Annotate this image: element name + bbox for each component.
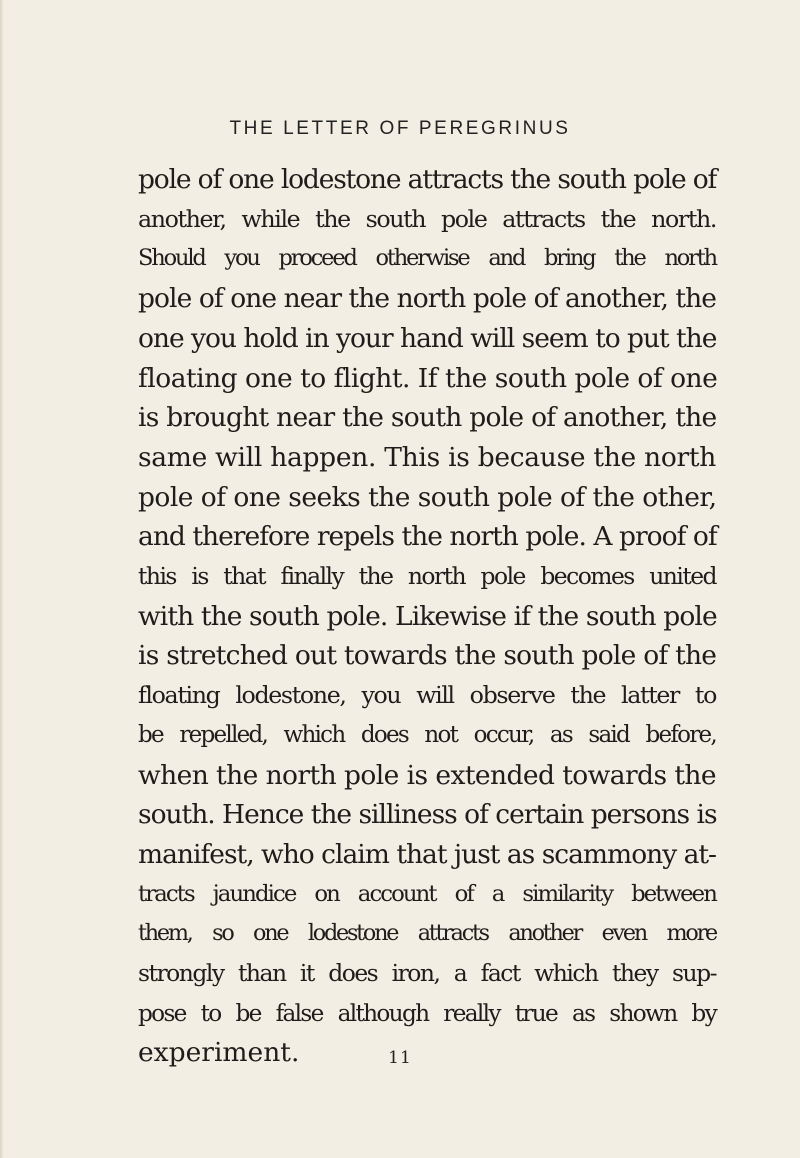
text-line: when the north pole is extended towards the bbox=[138, 759, 716, 791]
text-line: pose to be false although really true as shown by bbox=[138, 999, 716, 1027]
text-line: strongly than it does iron, a fact which they sup- bbox=[138, 959, 716, 988]
page-edge bbox=[0, 0, 4, 1158]
text-line: another, while the south pole attracts the north. bbox=[138, 204, 716, 233]
running-head: THE LETTER OF PEREGRINUS bbox=[229, 118, 571, 139]
text-line: this is that finally the north pole becomes united bbox=[138, 562, 716, 591]
text-line: pole of one near the north pole of another, the bbox=[138, 283, 717, 315]
page-number: 11 bbox=[388, 1048, 412, 1068]
text-line: with the south pole. Likewise if the south pole bbox=[138, 600, 717, 632]
text-line: pole of one seeks the south pole of the other, bbox=[138, 481, 717, 513]
text-line: tracts jaundice on account of a similarity between bbox=[138, 880, 716, 907]
text-line: pole of one lodestone attracts the south pole of bbox=[138, 164, 717, 195]
text-line: manifest, who claim that just as scammony at- bbox=[138, 838, 717, 870]
text-line: and therefore repels the north pole. A proof of bbox=[138, 521, 717, 553]
text-line: one you hold in your hand will seem to put the bbox=[138, 322, 717, 354]
text-line: is brought near the south pole of another, the bbox=[138, 402, 717, 434]
text-line: them, so one lodestone attracts another even more bbox=[138, 920, 716, 947]
body-text bbox=[138, 160, 716, 1073]
text-line: south. Hence the silliness of certain persons is bbox=[138, 799, 717, 831]
text-line: floating lodestone, you will observe the latter to bbox=[138, 681, 716, 710]
text-line: experiment. bbox=[138, 1037, 300, 1069]
text-line: floating one to flight. If the south pole of one bbox=[138, 362, 718, 394]
text-line: same will happen. This is because the north bbox=[138, 441, 716, 473]
text-line: Should you proceed otherwise and bring the north bbox=[138, 245, 716, 272]
text-line: is stretched out towards the south pole of the bbox=[138, 640, 717, 672]
text-line: be repelled, which does not occur, as said before, bbox=[138, 721, 716, 748]
